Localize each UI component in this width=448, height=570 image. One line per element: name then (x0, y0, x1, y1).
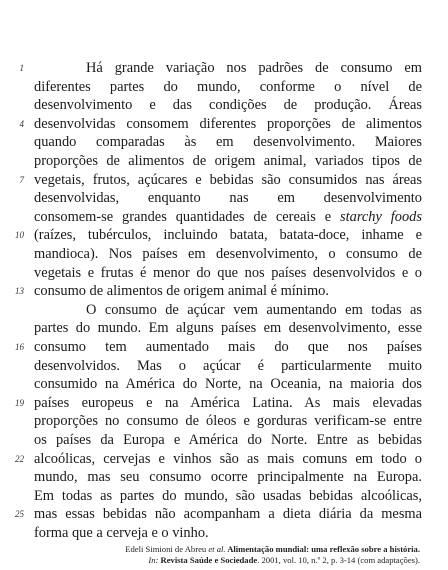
line-number: 25 (15, 509, 24, 520)
text-line: Há grande variação nos padrões de consumo em (86, 60, 422, 76)
text-line: partes do mundo. Em alguns países em desenvolvimento, esse (34, 320, 422, 337)
text-line: consumo tem aumentado mais do que nos países (34, 339, 422, 355)
italic-term: starchy foods (340, 208, 422, 225)
line-number: 1 (19, 63, 24, 73)
line-number: 13 (15, 286, 24, 297)
line-number: 16 (15, 342, 24, 352)
text-line: desenvolvidos. Mas o açúcar é particularmente muito (34, 357, 422, 374)
citation-title: Alimentação mundial: uma reflexão sobre a história. (225, 544, 420, 554)
text-line: proporções de alimentos de origem animal, variados tipos de (34, 153, 422, 169)
text-line: vegetais e frutas é menor do que nos países desenvolvidos e o (34, 264, 422, 281)
line-number: 22 (15, 453, 24, 464)
text-line: forma que a cerveja e o vinho. (34, 525, 209, 541)
line-number: 4 (19, 118, 24, 129)
text-line: proporções no consumo de óleos e gorduras verificam-se entre (34, 413, 422, 430)
text-line: quando comparadas às em desenvolvimento. Maiores (34, 134, 422, 151)
text-line (34, 209, 422, 225)
text-line: desenvolvidas, enquanto nas em desenvolvimento (34, 190, 422, 207)
text-line: diferentes partes do mundo, conforme o nível de (34, 78, 422, 95)
citation-in: In: (148, 555, 159, 565)
text-line: (raízes, tubérculos, incluindo batata, batata-doce, inhame e (34, 227, 422, 244)
text-line: consumido na América do Norte, na Oceania, na maioria dos (34, 376, 422, 393)
citation (110, 544, 420, 555)
text-line: os países da Europa e América do Norte. Entre as bebidas (34, 432, 422, 448)
line-number: 10 (15, 230, 24, 241)
citation-etal: et al. (208, 544, 226, 554)
text-line: vegetais, frutos, açúcares e bebidas são consumidos nas áreas (34, 171, 422, 188)
text-line: países europeus e na América Latina. As mais elevadas (34, 394, 422, 411)
citation-details: . 2001, vol. 10, n.º 2, p. 3-14 (com adaptações). (257, 555, 420, 565)
text-line: mandioca). Nos países em desenvolvimento, o consumo de (34, 246, 422, 262)
text-line: O consumo de açúcar vem aumentando em todas as (86, 301, 422, 318)
citation-author: Edeli Simioni de Abreu (125, 544, 209, 554)
citation-source (110, 555, 420, 566)
line-number: 19 (15, 397, 24, 408)
text-line: mas essas bebidas não acompanham a dieta diária da mesma (34, 506, 422, 523)
line-number: 7 (19, 174, 24, 185)
text-line: consumo de alimentos de origem animal é mínimo. (34, 283, 329, 300)
text-line: alcoólicas, cervejas e vinhos são as mais comuns em todo o (34, 450, 422, 467)
text-line: desenvolvimento e das condições de produção. Áreas (34, 97, 422, 114)
text-line: desenvolvidas consomem diferentes proporções de alimentos (34, 115, 422, 132)
text-segment: consomem-se grandes quantidades de cereais e (34, 208, 341, 225)
citation-journal: Revista Saúde e Sociedade (158, 555, 258, 565)
text-line: Em todas as partes do mundo, são usadas bebidas alcoólicas, (34, 487, 422, 504)
text-line: mundo, mas seu consumo ocorre principalmente na Europa. (34, 469, 422, 486)
